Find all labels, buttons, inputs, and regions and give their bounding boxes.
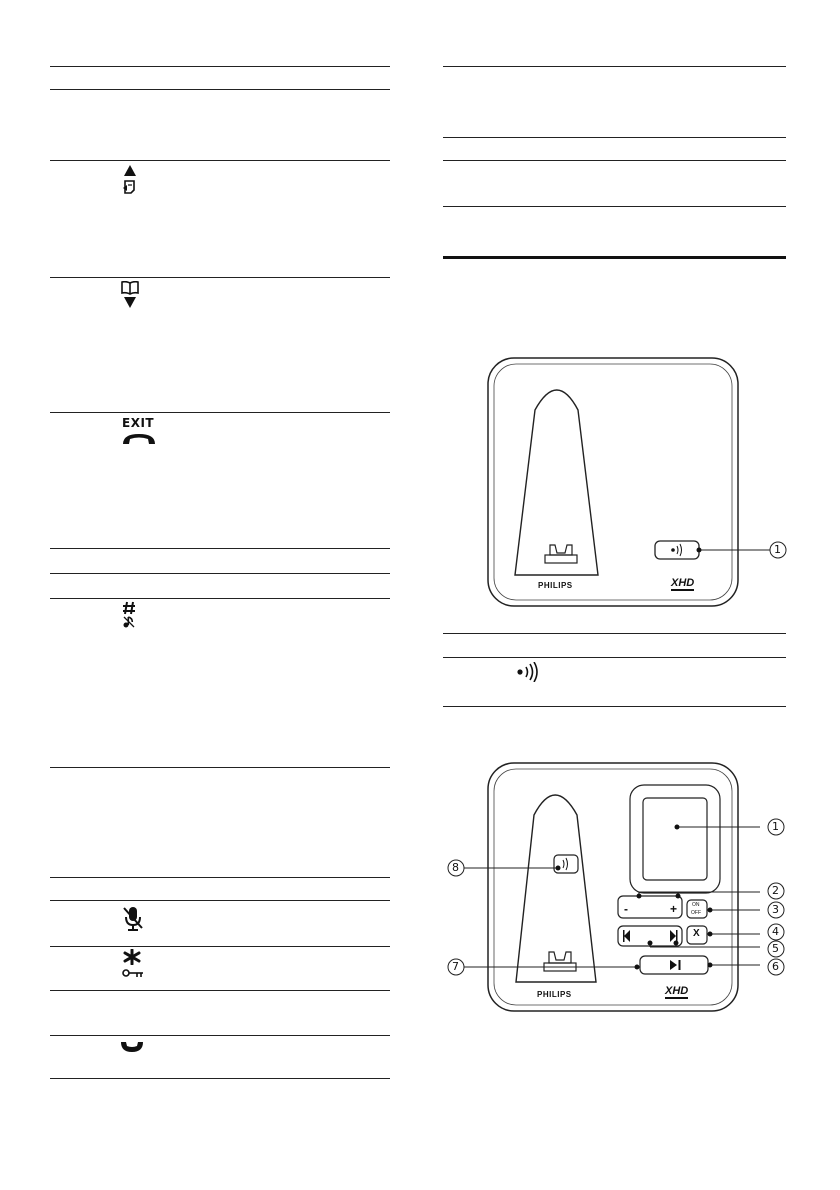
callout-number: 7 [452,960,459,973]
asterisk-icon [123,949,141,965]
table-rule [50,160,390,161]
table-rule [50,990,390,991]
triangle-down-icon [124,297,136,308]
callout-number: 8 [452,861,459,874]
table-rule [50,946,390,947]
volume-plus-label: + [670,902,678,916]
callout-number: 4 [772,925,779,938]
redial-icon [122,180,138,194]
brand-logo: PHILIPS [538,581,573,590]
table-rule [443,206,786,207]
volume-minus-label: - [624,902,628,916]
section-divider [443,256,786,259]
table-rule [50,1035,390,1036]
paging-button [655,541,699,559]
callout-number: 3 [772,903,779,916]
table-rule [50,412,390,413]
triangle-up-icon [124,165,136,176]
hash-icon [122,601,136,615]
talk-icon [120,1040,144,1054]
off-label: OFF [691,910,701,916]
base-station-diagram [485,355,795,615]
table-rule [50,573,390,574]
callout-number: 5 [772,942,779,955]
table-rule [443,66,786,67]
xhd-logo: XHD [665,985,689,997]
callout-number: 6 [772,960,779,973]
on-label: ON [692,902,700,908]
phonebook-icon [121,281,139,295]
table-rule [443,160,786,161]
callout-number: 2 [772,884,779,897]
table-rule [443,657,786,658]
ringer-off-icon [123,616,135,628]
paging-icon [516,662,542,682]
display-screen [643,798,707,880]
table-rule [50,89,390,90]
table-rule [50,877,390,878]
table-rule [50,598,390,599]
key-lock-icon [122,968,144,978]
exit-label: EXIT [122,416,155,430]
end-call-icon [121,432,157,446]
table-rule [50,548,390,549]
mute-mic-icon [122,906,144,932]
delete-label: X [693,928,700,939]
xhd-logo: XHD [671,577,695,589]
table-rule [443,706,786,707]
brand-logo: PHILIPS [537,990,572,999]
answering-base-diagram [440,760,800,1020]
table-rule [50,900,390,901]
table-rule [50,1078,390,1079]
callout-number: 1 [772,820,779,833]
table-rule [50,66,390,67]
table-rule [443,137,786,138]
callout-number: 1 [774,543,781,556]
table-rule [50,277,390,278]
table-rule [443,633,786,634]
table-rule [50,767,390,768]
